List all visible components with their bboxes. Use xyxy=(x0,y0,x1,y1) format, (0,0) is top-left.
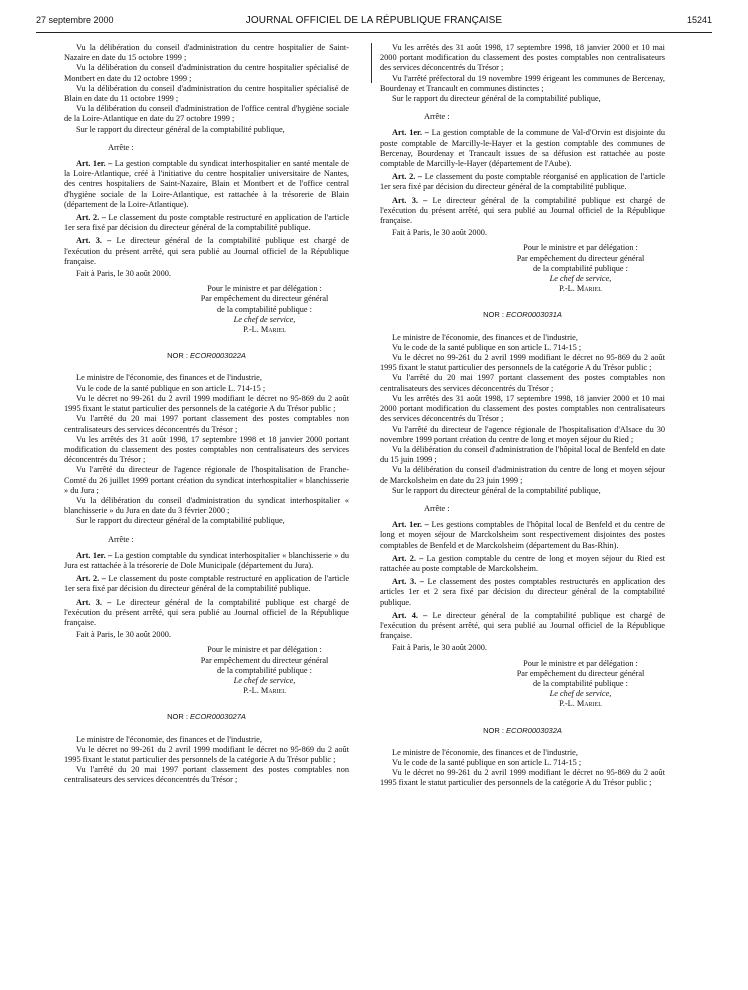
article-number: Art. 1er. – xyxy=(76,550,113,560)
arrete-heading: Arrête : xyxy=(108,534,134,544)
page-header xyxy=(36,12,712,33)
nor-code: ECOR0003032A xyxy=(506,725,562,735)
nor-label: NOR : xyxy=(167,351,188,361)
vu-paragraph: Vu l'arrêté du directeur de l'agence régionale de l'hospitalisation d'Alsace du 30 novembre 1999 portant création du centre de long et moyen séjour du Ried ; xyxy=(380,424,665,444)
nor-code: ECOR0003027A xyxy=(190,712,246,722)
article-paragraph xyxy=(64,574,349,594)
article-number: Art. 2. – xyxy=(392,172,423,182)
nor-reference xyxy=(64,351,349,361)
article-paragraph xyxy=(64,598,349,629)
article-paragraph xyxy=(64,159,349,210)
signature-date: Fait à Paris, le 30 août 2000. xyxy=(76,630,171,640)
article-paragraph xyxy=(380,577,665,608)
signature-role: Le chef de service, xyxy=(233,675,296,685)
signature-block xyxy=(180,284,349,335)
signature-line: Pour le ministre et par délégation : xyxy=(523,243,638,253)
column-divider xyxy=(371,43,372,83)
article-text: Le directeur général de la comptabilité publique est chargé de l'exécution du présent arrêté, qui sera publié au Journal officiel de la République française. xyxy=(380,610,666,641)
vu-paragraph: Vu les arrêtés des 31 août 1998, 17 septembre 1998 et 18 janvier 2000 portant modification du classement des postes comptables non centralisateurs des services déconcentrés du Trésor ; xyxy=(64,434,349,465)
article-paragraph xyxy=(380,520,665,551)
nor-label: NOR : xyxy=(483,310,504,320)
article-number: Art. 3. – xyxy=(76,597,112,607)
header-page-number: 15241 xyxy=(686,15,712,25)
signature-role: Le chef de service, xyxy=(549,274,612,284)
vu-paragraph: Le ministre de l'économie, des finances et de l'industrie, xyxy=(76,734,262,744)
signature-line: Par empêchement du directeur général xyxy=(516,253,645,263)
signature-block xyxy=(180,645,349,696)
vu-paragraph: Vu le décret no 99-261 du 2 avril 1999 modifiant le décret no 95-869 du 2 août 1995 fixant le statut particulier des personnels de la catégorie A du Trésor public ; xyxy=(380,353,665,373)
signature-date: Fait à Paris, le 30 août 2000. xyxy=(76,269,171,279)
left-column xyxy=(64,43,349,786)
article-text: La gestion comptable de la commune de Val-d'Orvin est disjointe du poste comptable de Marcilly-le-Hayer et la gestion comptable des communes de Bercenay, Bourdenay et Trancault issues de sa défusion est rattachée au poste comptable de Marcilly-le-Hayer (département de l'Aube). xyxy=(380,128,665,169)
signature-line: Par empêchement du directeur général xyxy=(200,655,329,665)
article-paragraph xyxy=(64,213,349,233)
article-paragraph xyxy=(380,128,665,169)
signatory-name: P.-L. Mariel xyxy=(243,325,286,335)
vu-paragraph: Vu le code de la santé publique en son article L. 714-15 ; xyxy=(392,757,582,767)
vu-paragraph: Le ministre de l'économie, des finances et de l'industrie, xyxy=(392,332,578,342)
article-paragraph xyxy=(380,172,665,192)
vu-paragraph: Vu l'arrêté du 20 mai 1997 portant classement des postes comptables non centralisateurs des services déconcentrés du Trésor ; xyxy=(380,373,665,393)
signature-line: Pour le ministre et par délégation : xyxy=(207,645,322,655)
vu-paragraph: Sur le rapport du directeur général de la comptabilité publique, xyxy=(76,516,285,526)
vu-paragraph: Vu le code de la santé publique en son article L. 714-15 ; xyxy=(76,383,266,393)
article-text: Le directeur général de la comptabilité publique est chargé de l'exécution du présent arrêté, qui sera publié au Journal officiel de la République française. xyxy=(380,195,666,226)
signatory-name: P.-L. Mariel xyxy=(559,699,602,709)
article-text: Le classement du poste comptable réorganisé en application de l'article 1er sera fixé par décision du directeur général de la comptabilité publique. xyxy=(380,172,666,192)
nor-reference xyxy=(380,310,665,320)
vu-paragraph: Vu l'arrêté du 20 mai 1997 portant classement des postes comptables non centralisateurs des services déconcentrés du Trésor ; xyxy=(64,414,349,434)
vu-paragraph: Vu l'arrêté du directeur de l'agence régionale de l'hospitalisation de Franche-Comté du 26 juillet 1999 portant création du syndicat interhospitalier « blanchisserie » du Jura ; xyxy=(64,465,349,495)
nor-code: ECOR0003022A xyxy=(190,351,246,361)
nor-reference xyxy=(64,712,349,722)
signature-role: Le chef de service, xyxy=(549,689,612,699)
nor-label: NOR : xyxy=(483,725,504,735)
vu-paragraph: Vu le décret no 99-261 du 2 avril 1999 modifiant le décret no 95-869 du 2 août 1995 fixant le statut particulier des personnels de la catégorie A du Trésor public ; xyxy=(64,393,349,414)
nor-reference xyxy=(380,726,665,736)
signature-line: Par empêchement du directeur général xyxy=(516,668,645,678)
signature-line: de la comptabilité publique : xyxy=(217,665,312,675)
article-number: Art. 3. – xyxy=(392,195,428,205)
vu-paragraph: Vu la délibération du conseil d'administration du syndicat interhospitalier « blanchisserie » du Jura en date du 3 février 2000 ; xyxy=(64,495,349,516)
article-number: Art. 1er. – xyxy=(392,520,429,530)
signature-line: Par empêchement du directeur général xyxy=(200,294,329,304)
article-number: Art. 3. – xyxy=(76,236,112,246)
vu-paragraph: Vu la délibération du conseil d'administration du centre hospitalier de Saint-Nazaire en date du 15 octobre 1999 ; xyxy=(64,43,349,63)
vu-paragraph: Vu le décret no 99-261 du 2 avril 1999 modifiant le décret no 95-869 du 2 août 1995 fixant le statut particulier des personnels de la catégorie A du Trésor public ; xyxy=(64,744,349,764)
article-number: Art. 1er. – xyxy=(76,159,113,169)
vu-paragraph: Vu le décret no 99-261 du 2 avril 1999 modifiant le décret no 95-869 du 2 août 1995 fixant le statut particulier des personnels de la catégorie A du Trésor public ; xyxy=(380,768,665,788)
article-text: La gestion comptable du syndicat interhospitalier « blanchisserie » du Jura est rattachée à la trésorerie de Dole Municipale (département du Jura). xyxy=(64,550,350,570)
vu-paragraph: Sur le rapport du directeur général de la comptabilité publique, xyxy=(392,94,601,104)
signature-date: Fait à Paris, le 30 août 2000. xyxy=(392,643,487,653)
article-paragraph xyxy=(64,236,349,267)
article-paragraph xyxy=(64,551,349,571)
signature-block xyxy=(496,243,665,294)
signature-line: Pour le ministre et par délégation : xyxy=(207,284,322,294)
right-column xyxy=(380,43,665,789)
article-paragraph xyxy=(380,554,665,574)
signature-line: Pour le ministre et par délégation : xyxy=(523,658,638,668)
signature-line: de la comptabilité publique : xyxy=(533,678,628,688)
vu-paragraph: Vu la délibération du conseil d'administration de l'office central d'hygiène sociale de la Loire-Atlantique en date du 27 octobre 1999 ; xyxy=(64,104,349,124)
article-text: Le classement des postes comptables restructurés en application des articles 1er et 2 sera fixé par décision du directeur général de la comptabilité publique. xyxy=(380,577,666,607)
header-date: 27 septembre 2000 xyxy=(36,15,114,25)
article-text: La gestion comptable du centre de long et moyen séjour du Ried est rattachée au poste comptable de Marckolsheim. xyxy=(380,553,666,573)
article-text: La gestion comptable du syndicat interhospitalier en santé mentale de la Loire-Atlantique, créé à l'initiative du centre hospitalier universitaire de Nantes, des centres hospitaliers de Saint-Nazaire, Blain et Montbert et de l'office central d'hygiène sociale de la Loire-Atlantique, est rattachée à la trésorerie de Blain (département de la Loire-Atlantique). xyxy=(64,159,350,209)
vu-paragraph: Vu la délibération du conseil d'administration du centre de long et moyen séjour de Marckolsheim en date du 23 juin 1999 ; xyxy=(380,465,665,485)
article-number: Art. 4. – xyxy=(392,610,428,620)
signature-date: Fait à Paris, le 30 août 2000. xyxy=(392,228,487,238)
vu-paragraph: Sur le rapport du directeur général de la comptabilité publique, xyxy=(392,485,601,495)
vu-paragraph: Vu les arrêtés des 31 août 1998, 17 septembre 1998, 18 janvier 2000 et 10 mai 2000 portant modification du classement des postes comptables non centralisateurs des services déconcentrés du Trésor ; xyxy=(380,393,665,424)
article-paragraph xyxy=(380,196,665,227)
article-number: Art. 1er. – xyxy=(392,128,429,138)
article-number: Art. 2. – xyxy=(76,213,106,223)
signatory-name: P.-L. Mariel xyxy=(243,686,286,696)
vu-paragraph: Sur le rapport du directeur général de la comptabilité publique, xyxy=(76,124,285,134)
vu-paragraph: Le ministre de l'économie, des finances et de l'industrie, xyxy=(76,373,262,383)
article-number: Art. 2. – xyxy=(392,553,424,563)
signatory-name: P.-L. Mariel xyxy=(559,284,602,294)
vu-paragraph: Vu la délibération du conseil d'administration du centre hospitalier spécialisé de Montbert en date du 12 octobre 1999 ; xyxy=(64,63,349,83)
vu-paragraph: Le ministre de l'économie, des finances et de l'industrie, xyxy=(392,747,578,757)
signature-block xyxy=(496,659,665,710)
article-text: Le classement du poste comptable restructuré en application de l'article 1er sera fixé par décision du directeur général de la comptabilité publique. xyxy=(64,574,350,594)
signature-role: Le chef de service, xyxy=(233,314,296,324)
vu-paragraph: Vu le code de la santé publique en son article L. 714-15 ; xyxy=(392,342,582,352)
arrete-heading: Arrête : xyxy=(108,142,134,152)
vu-paragraph: Vu la délibération du conseil d'administration du centre hospitalier spécialisé de Blain en date du 11 octobre 1999 ; xyxy=(64,83,349,104)
article-text: Le classement du poste comptable restructuré en application de l'article 1er sera fixé par décision du directeur général de la comptabilité publique. xyxy=(64,213,350,233)
arrete-heading: Arrête : xyxy=(424,112,450,122)
vu-paragraph: Vu la délibération du conseil d'administration de l'hôpital local de Benfeld en date du 15 juin 1999 ; xyxy=(380,444,665,465)
article-text: Le directeur général de la comptabilité publique est chargé de l'exécution du présent arrêté, qui sera publié au Journal officiel de la République française. xyxy=(64,597,350,627)
arrete-heading: Arrête : xyxy=(424,503,450,513)
nor-label: NOR : xyxy=(167,712,188,722)
vu-paragraph: Vu l'arrêté préfectoral du 19 novembre 1999 érigeant les communes de Bercenay, Bourdenay et Trancault en communes distinctes ; xyxy=(380,73,665,93)
article-text: Le directeur général de la comptabilité publique est chargé de l'exécution du présent arrêté, qui sera publié au Journal officiel de la République française. xyxy=(64,236,350,266)
vu-paragraph: Vu l'arrêté du 20 mai 1997 portant classement des postes comptables non centralisateurs des services déconcentrés du Trésor ; xyxy=(64,765,349,785)
article-text: Les gestions comptables de l'hôpital local de Benfeld et du centre de long et moyen séjour de Marckolsheim sont respectivement disjointes des postes comptables de Benfeld et de Marckolsheim (département du Bas-Rhin). xyxy=(380,520,665,550)
signature-line: de la comptabilité publique : xyxy=(533,263,628,273)
article-paragraph xyxy=(380,611,665,642)
vu-paragraph: Vu les arrêtés des 31 août 1998, 17 septembre 1998, 18 janvier 2000 et 10 mai 2000 portant modification du classement des postes comptables non centralisateurs des services déconcentrés du Trésor ; xyxy=(380,43,665,73)
nor-code: ECOR0003031A xyxy=(506,310,562,320)
article-number: Art. 2. – xyxy=(76,574,106,584)
article-number: Art. 3. – xyxy=(392,577,424,587)
signature-line: de la comptabilité publique : xyxy=(217,304,312,314)
header-title: JOURNAL OFFICIEL DE LA RÉPUBLIQUE FRANÇAISE xyxy=(245,15,503,26)
